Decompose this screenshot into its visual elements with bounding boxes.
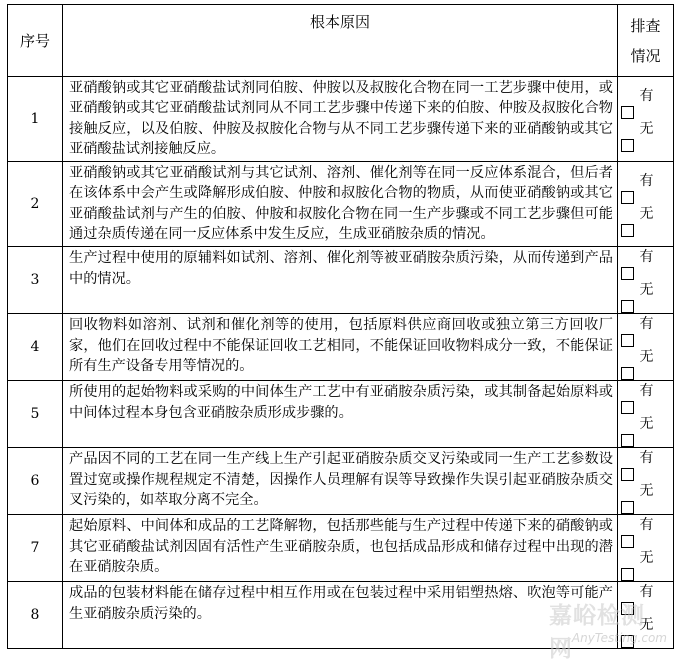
check-option-no[interactable] — [620, 204, 673, 237]
checkbox[interactable] — [621, 300, 634, 313]
row-cause-text: 成品的包装材料能在储存过程中相互作用或在包装过程中采用铝塑热熔、吹泡等可能产生亚硝胺杂质污染的。 — [63, 582, 618, 649]
check-option-no-label: 无 — [639, 349, 654, 366]
table-row — [8, 582, 674, 649]
check-option-yes-label: 有 — [639, 584, 654, 601]
table-row — [8, 448, 674, 515]
check-option-yes[interactable] — [620, 247, 673, 280]
check-option-no[interactable] — [620, 414, 673, 447]
row-cause-text: 产品因不同的工艺在同一生产线上生产引起亚硝胺杂质交叉污染或同一生产工艺参数设置过宽或操作规程规定不清楚，因操作人员理解有误等导致操作失误引起亚硝胺杂质交叉污染的，如萃取分离不完全。 — [63, 448, 618, 515]
document-page — [7, 4, 673, 663]
checkbox[interactable] — [621, 191, 634, 204]
checkbox[interactable] — [621, 468, 634, 481]
row-check-cell — [618, 381, 674, 448]
table-row — [8, 162, 674, 247]
table-row — [8, 515, 674, 582]
checkbox[interactable] — [621, 401, 634, 414]
check-option-no-label: 无 — [639, 121, 654, 138]
row-number: 2 — [8, 162, 63, 247]
row-number: 8 — [8, 582, 63, 649]
checkbox[interactable] — [621, 267, 634, 280]
check-option-yes[interactable] — [620, 171, 673, 204]
table-row — [8, 314, 674, 381]
check-option-yes[interactable] — [620, 314, 673, 347]
header-row — [8, 5, 674, 77]
row-check-cell — [618, 162, 674, 247]
watermark-en: AnyTesting.com — [571, 631, 667, 646]
header-check-line1: 排查 — [630, 16, 661, 35]
checkbox[interactable] — [621, 434, 634, 447]
check-option-no[interactable] — [620, 347, 673, 380]
checkbox[interactable] — [621, 501, 634, 514]
row-cause-text: 生产过程中使用的原辅料如试剂、溶剂、催化剂等被亚硝胺杂质污染，从而传递到产品中的情况。 — [63, 247, 618, 314]
check-option-yes-label: 有 — [639, 173, 654, 190]
row-check-cell — [618, 247, 674, 314]
check-option-no-label: 无 — [639, 206, 654, 223]
checkbox[interactable] — [621, 139, 634, 152]
check-option-no-label: 无 — [639, 282, 654, 299]
row-cause-text: 亚硝酸钠或其它亚硝酸盐试剂同伯胺、仲胺以及叔胺化合物在同一工艺步骤中使用，或亚硝酸钠或其它亚硝酸盐试剂同从不同工艺步骤中传递下来的伯胺、仲胺及叔胺化合物接触反应，以及伯胺、仲胺及叔胺化合物与从不同工艺步骤传递下来的亚硝酸钠或其它亚硝酸盐试剂接触反应。 — [63, 77, 618, 162]
check-option-yes-label: 有 — [639, 316, 654, 333]
check-option-no[interactable] — [620, 615, 673, 648]
check-option-no-label: 无 — [639, 416, 654, 433]
check-option-no[interactable] — [620, 548, 673, 581]
check-option-yes-label: 有 — [639, 517, 654, 534]
check-option-no[interactable] — [620, 481, 673, 514]
checkbox[interactable] — [621, 367, 634, 380]
checkbox[interactable] — [621, 224, 634, 237]
header-seq: 序号 — [8, 5, 63, 77]
check-option-yes[interactable] — [620, 448, 673, 481]
row-check-cell — [618, 448, 674, 515]
row-cause-text: 起始原料、中间体和成品的工艺降解物，包括那些能与生产过程中传递下来的硝酸钠或其它亚硝酸盐试剂因固有活性产生亚硝胺杂质，也包括成品形成和储存过程中出现的潜在亚硝胺杂质。 — [63, 515, 618, 582]
row-cause-text: 亚硝酸钠或其它亚硝酸试剂与其它试剂、溶剂、催化剂等在同一反应体系混合，但后者在该体系中会产生或降解形成伯胺、仲胺和叔胺化合物的物质，从而使亚硝酸钠或其它亚硝酸盐试剂与产生的伯胺、仲胺和叔胺化合物在同一生产步骤或不同工艺步骤但可能通过杂质传递在同一反应体系中发生反应，生成亚硝胺杂质的情况。 — [63, 162, 618, 247]
header-check — [618, 5, 674, 77]
check-option-yes[interactable] — [620, 381, 673, 414]
check-option-no-label: 无 — [639, 483, 654, 500]
header-check-line2: 情况 — [630, 46, 661, 65]
checkbox[interactable] — [621, 106, 634, 119]
row-number: 7 — [8, 515, 63, 582]
table-row — [8, 247, 674, 314]
check-option-yes-label: 有 — [639, 88, 654, 105]
checkbox[interactable] — [621, 635, 634, 648]
row-number: 3 — [8, 247, 63, 314]
row-number: 6 — [8, 448, 63, 515]
checkbox[interactable] — [621, 568, 634, 581]
row-check-cell — [618, 314, 674, 381]
table-row — [8, 381, 674, 448]
check-option-yes-label: 有 — [639, 450, 654, 467]
check-option-no[interactable] — [620, 119, 673, 152]
row-check-cell — [618, 77, 674, 162]
watermark-cn: 嘉峪检测网 — [549, 603, 645, 663]
check-option-yes[interactable] — [620, 582, 673, 615]
row-number: 5 — [8, 381, 63, 448]
root-cause-table — [7, 4, 674, 649]
check-option-yes[interactable] — [620, 86, 673, 119]
row-cause-text: 回收物料如溶剂、试剂和催化剂等的使用，包括原料供应商回收或独立第三方回收厂家，他们在回收过程中不能保证回收工艺相同，不能保证回收物料成分一致，不能保证所有生产设备专用等情况的。 — [63, 314, 618, 381]
row-number: 4 — [8, 314, 63, 381]
row-number: 1 — [8, 77, 63, 162]
check-option-no[interactable] — [620, 280, 673, 313]
check-option-yes[interactable] — [620, 515, 673, 548]
table-row — [8, 77, 674, 162]
checkbox[interactable] — [621, 334, 634, 347]
header-cause: 根本原因 — [63, 5, 618, 77]
check-option-yes-label: 有 — [639, 249, 654, 266]
check-option-no-label: 无 — [639, 617, 654, 634]
check-option-yes-label: 有 — [639, 383, 654, 400]
checkbox[interactable] — [621, 602, 634, 615]
row-check-cell — [618, 582, 674, 649]
checkbox[interactable] — [621, 535, 634, 548]
row-cause-text: 所使用的起始物料或采购的中间体生产工艺中有亚硝胺杂质污染，或其制备起始原料或中间体过程本身包含亚硝胺杂质形成步骤的。 — [63, 381, 618, 448]
row-check-cell — [618, 515, 674, 582]
check-option-no-label: 无 — [639, 550, 654, 567]
